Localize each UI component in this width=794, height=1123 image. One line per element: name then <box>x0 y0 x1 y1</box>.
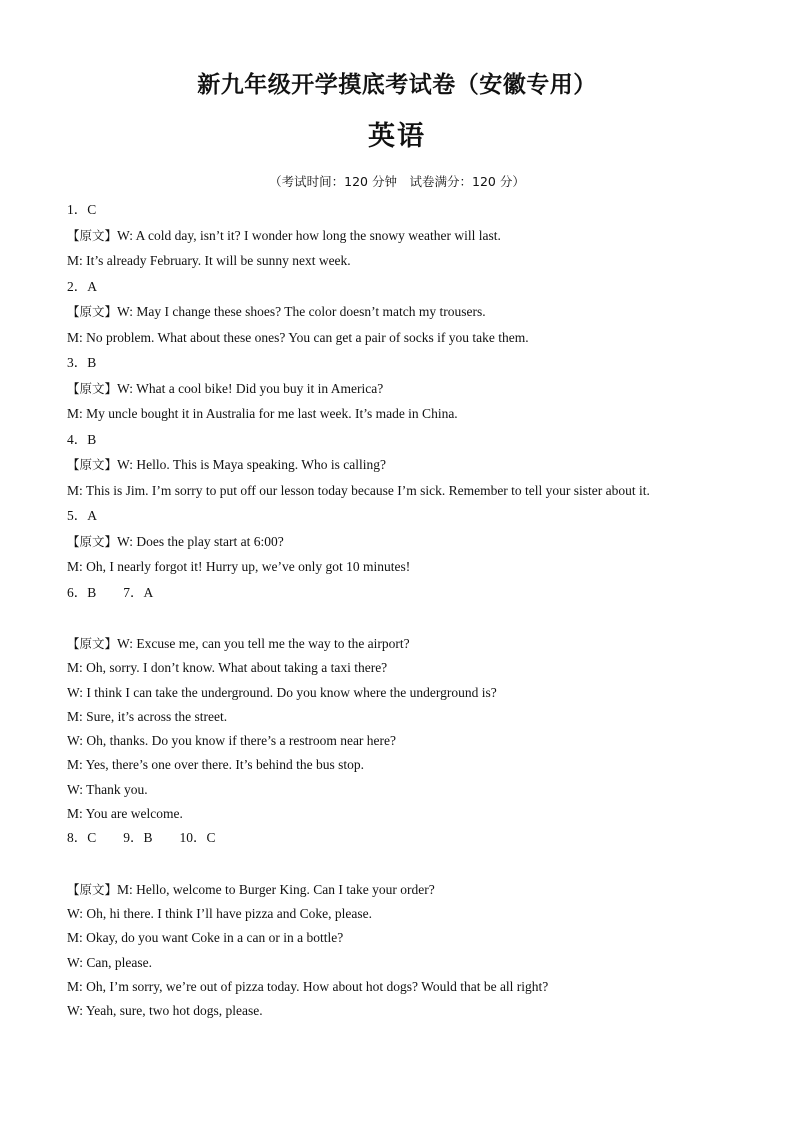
transcript-tag: 【原文】 <box>67 457 118 472</box>
transcript-tag: 【原文】 <box>67 636 118 651</box>
transcript-line <box>67 529 757 555</box>
transcript-line: M: Yes, there’s one over there. It’s behind the bus stop. <box>67 757 364 773</box>
exam-info: （考试时间：120 分钟 试卷满分：120 分） <box>269 174 525 189</box>
transcript-text: W: A cold day, isn’t it? I wonder how long the snowy weather will last. <box>117 227 501 243</box>
transcript-text: W: Does the play start at 6:00? <box>117 533 284 549</box>
transcript-line: M: My uncle bought it in Australia for me last week. It’s made in China. <box>67 406 458 421</box>
transcript-line <box>67 223 757 249</box>
answer-line: 8．C 9．B 10．C <box>67 830 216 846</box>
transcript-line <box>67 376 757 402</box>
transcript-line: W: Yeah, sure, two hot dogs, please. <box>67 1003 263 1019</box>
transcript-line: M: You are welcome. <box>67 806 183 822</box>
transcript-line: M: It’s already February. It will be sunny next week. <box>67 253 351 268</box>
spacer <box>67 605 757 632</box>
transcript-line: W: Oh, hi there. I think I’ll have pizza and Coke, please. <box>67 905 373 921</box>
transcript-line: W: Can, please. <box>67 954 152 970</box>
transcript-tag: 【原文】 <box>67 881 118 897</box>
transcript-line: M: Oh, I’m sorry, we’re out of pizza today. How about hot dogs? Would that be all right? <box>67 978 549 994</box>
spacer <box>67 851 757 878</box>
transcript-line <box>67 452 757 478</box>
exam-title: 新九年级开学摸底考试卷（安徽专用） <box>197 72 597 98</box>
transcript-text: W: Hello. This is Maya speaking. Who is calling? <box>117 457 386 472</box>
transcript-line <box>67 299 757 325</box>
transcript-line: M: No problem. What about these ones? You can get a pair of socks if you take them. <box>67 329 529 345</box>
answer-line: 5．A <box>67 508 97 523</box>
answer-line: 1．C <box>67 202 97 217</box>
transcript-line: M: Oh, sorry. I don’t know. What about taking a taxi there? <box>67 660 388 676</box>
answer-line: 2．A <box>67 278 97 294</box>
transcript-text: W: What a cool bike! Did you buy it in America? <box>117 380 384 396</box>
transcript-line: M: This is Jim. I’m sorry to put off our lesson today because I’m sick. Remember to tell your sister about it. <box>67 482 650 498</box>
transcript-text: M: Hello, welcome to Burger King. Can I take your order? <box>117 881 435 897</box>
transcript-line: M: Okay, do you want Coke in a can or in a bottle? <box>67 930 344 946</box>
transcript-line <box>67 878 757 902</box>
transcript-text: W: May I change these shoes? The color doesn’t match my trousers. <box>117 304 486 319</box>
answer-content <box>67 197 757 1023</box>
transcript-tag: 【原文】 <box>67 304 118 319</box>
transcript-line: W: I think I can take the underground. Do you know where the underground is? <box>67 684 497 700</box>
transcript-line: W: Thank you. <box>67 781 148 797</box>
transcript-tag: 【原文】 <box>67 380 118 396</box>
transcript-line <box>67 632 757 656</box>
answer-line: 6．B 7．A <box>67 584 154 600</box>
transcript-line: W: Oh, thanks. Do you know if there’s a restroom near here? <box>67 733 397 749</box>
answer-line: 4．B <box>67 431 97 447</box>
transcript-line: M: Oh, I nearly forgot it! Hurry up, we’ve only got 10 minutes! <box>67 559 411 574</box>
transcript-line: M: Sure, it’s across the street. <box>67 708 228 724</box>
transcript-tag: 【原文】 <box>67 533 118 549</box>
subject-title: 英语 <box>368 121 426 152</box>
answer-line: 3．B <box>67 355 97 370</box>
transcript-tag: 【原文】 <box>67 227 118 243</box>
transcript-text: W: Excuse me, can you tell me the way to the airport? <box>117 636 410 651</box>
